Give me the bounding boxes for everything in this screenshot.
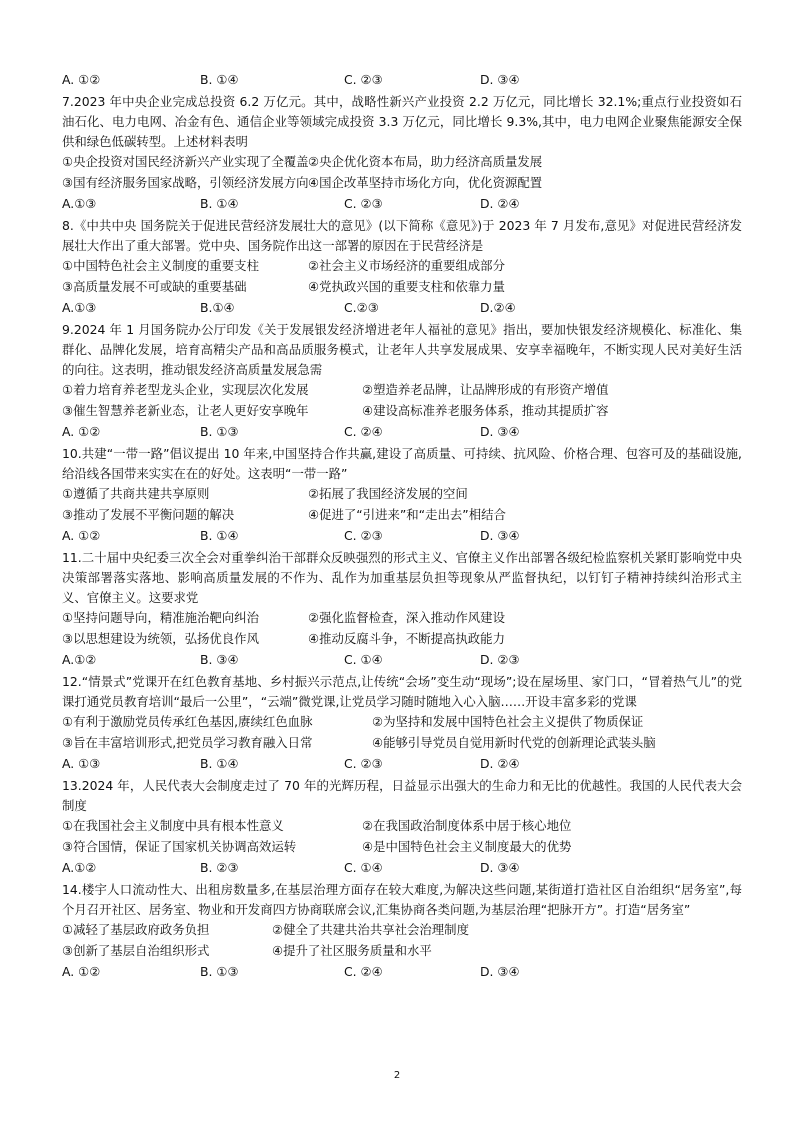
answer-options — [62, 754, 742, 774]
statement-4: ④建设高标准养老服务体系，推动其提质扩容 — [362, 403, 609, 418]
answer-options — [62, 422, 742, 442]
question-stem: 9.2024 年 1 月国务院办公厅印发《关于发展银发经济增进老年人福祉的意见》指出，要加快银发经济规模化、标准化、集群化、品牌化发展，培育高精尖产品和高品质服务模式，让老年人共享发展成果、安享幸福晚年，不断实现人民对美好生活的向往。这表明，推动银发经济高质量发展急需 — [62, 322, 742, 377]
statement-3: ③高质量发展不可或缺的重要基础 — [62, 279, 247, 294]
option-d: D. ③④ — [480, 860, 520, 875]
option-a: A. ①③ — [62, 756, 101, 771]
option-b: B. ①③ — [200, 424, 239, 439]
statement-1: ①中国特色社会主义制度的重要支柱 — [62, 258, 259, 273]
answer-options — [62, 298, 742, 318]
option-b: B. ①③ — [200, 964, 239, 979]
option-c: C. ②③ — [344, 72, 383, 87]
question-12 — [62, 672, 742, 774]
statement-4: ④推动反腐斗争，不断提高执政能力 — [308, 631, 505, 646]
option-a: A. ①② — [62, 424, 101, 439]
question-14 — [62, 880, 742, 982]
question-13 — [62, 776, 742, 878]
question-stem: 12.“情景式”党课开在红色教育基地、乡村振兴示范点,让传统“会场”变生动“现场”;设在屋场里、家门口，“冒着热气儿”的党课打通党员教育培训“最后一公里”，“云端”微党课,让党员学习随时随地入心入脑……开设丰富多彩的党课 — [62, 674, 742, 709]
statement-2: ②为坚持和发展中国特色社会主义提供了物质保证 — [372, 714, 644, 729]
statement-1: ①减轻了基层政府政务负担 — [62, 922, 210, 937]
statement-row — [62, 816, 742, 837]
statement-2: ②在我国政治制度体系中居于核心地位 — [362, 818, 572, 833]
statement-row — [62, 484, 742, 505]
statement-row — [62, 837, 742, 858]
option-d: D. ③④ — [480, 72, 520, 87]
answer-options — [62, 650, 742, 670]
question-stem: 14.楼宇人口流动性大、出租房数量多,在基层治理方面存在较大难度,为解决这些问题,某街道打造社区自治组织“居务室”,每个月召开社区、居务室、物业和开发商四方协商联席会议,汇集协商各类问题,为基层治理“把脉开方”。打造“居务室” — [62, 882, 742, 917]
question-9 — [62, 320, 742, 442]
statement-row — [62, 277, 742, 298]
statement-4: ④是中国特色社会主义制度最大的优势 — [362, 839, 572, 854]
option-b: B. ①④ — [200, 72, 239, 87]
option-c: C. ①④ — [344, 652, 383, 667]
option-c: C. ②③ — [344, 528, 383, 543]
option-c: C.②③ — [344, 300, 379, 315]
statement-3: ③国有经济服务国家战略，引领经济发展方向 — [62, 175, 309, 190]
statement-row — [62, 173, 742, 194]
statement-1: ①有利于激励党员传承红色基因,赓续红色血脉 — [62, 714, 313, 729]
statement-row — [62, 920, 742, 941]
question-stem: 10.共建“一带一路”倡议提出 10 年来,中国坚持合作共赢,建设了高质量、可持续、抗风险、价格合理、包容可及的基础设施,给沿线各国带来实实在在的好处。这表明“一带一路” — [62, 446, 742, 481]
question-7 — [62, 92, 742, 214]
option-d: D. ②④ — [480, 196, 520, 211]
statement-row — [62, 941, 742, 962]
question-8 — [62, 216, 742, 318]
statement-row — [62, 380, 742, 401]
option-c: C. ①④ — [344, 860, 383, 875]
option-b: B. ③④ — [200, 652, 239, 667]
option-c: C. ②④ — [344, 424, 383, 439]
statement-1: ①遵循了共商共建共享原则 — [62, 486, 210, 501]
statement-1: ①着力培育养老型龙头企业，实现层次化发展 — [62, 382, 309, 397]
option-b: B. ①④ — [200, 756, 239, 771]
page-number: 2 — [393, 1070, 401, 1081]
statement-2: ②央企优化资本布局，助力经济高质量发展 — [308, 154, 543, 169]
option-d: D. ②③ — [480, 652, 520, 667]
answer-options — [62, 858, 742, 878]
answer-options — [62, 962, 742, 982]
answer-options — [62, 194, 742, 214]
statement-row — [62, 505, 742, 526]
statement-4: ④促进了“引进来”和“走出去”相结合 — [308, 507, 506, 522]
option-b: B. ①④ — [200, 196, 239, 211]
statement-3: ③催生智慧养老新业态，让老人更好安享晚年 — [62, 403, 309, 418]
answer-options — [62, 526, 742, 546]
statement-2: ②拓展了我国经济发展的空间 — [308, 486, 468, 501]
statement-1: ①在我国社会主义制度中具有根本性意义 — [62, 818, 284, 833]
option-a: A.①② — [62, 652, 97, 667]
option-d: D. ③④ — [480, 528, 520, 543]
option-d: D.②④ — [480, 300, 516, 315]
option-a: A. ①② — [62, 528, 101, 543]
question-stem: 13.2024 年，人民代表大会制度走过了 70 年的光辉历程，日益显示出强大的生命力和无比的优越性。我国的人民代表大会制度 — [62, 778, 742, 813]
question-11 — [62, 548, 742, 670]
statement-3: ③旨在丰富培训形式,把党员学习教育融入日常 — [62, 735, 313, 750]
q6-options — [62, 70, 742, 90]
statement-1: ①坚持问题导向，精准施治靶向纠治 — [62, 610, 259, 625]
statement-2: ②强化监督检查，深入推动作风建设 — [308, 610, 505, 625]
statement-2: ②塑造养老品牌，让品牌形成的有形资产增值 — [362, 382, 609, 397]
statement-3: ③推动了发展不平衡问题的解决 — [62, 507, 235, 522]
question-stem: 8.《中共中央 国务院关于促进民营经济发展壮大的意见》(以下简称《意见》)于 2023 年 7 月发布,意见》对促进民营经济发展壮大作出了重大部署。党中央、国务院作出这一部署的原因在于民营经济是 — [62, 218, 742, 253]
statement-row — [62, 152, 742, 173]
exam-page — [62, 70, 742, 982]
statement-4: ④提升了社区服务质量和水平 — [272, 943, 432, 958]
question-stem: 7.2023 年中央企业完成总投资 6.2 万亿元。其中，战略性新兴产业投资 2.2 万亿元，同比增长 32.1%;重点行业投资如石油石化、电力电网、冶金有色、通信企业等领域完成投资 3.3 万亿元，同比增长 9.3%,其中，电力电网企业聚焦能源安全保供和绿色低碳转型。上述材料表明 — [62, 94, 742, 149]
option-d: D. ③④ — [480, 964, 520, 979]
option-b: B. ②③ — [200, 860, 239, 875]
question-10 — [62, 444, 742, 546]
option-a: A. ①② — [62, 964, 101, 979]
option-a: A.①③ — [62, 300, 97, 315]
statement-row — [62, 712, 742, 733]
statement-row — [62, 629, 742, 650]
statement-3: ③符合国情，保证了国家机关协调高效运转 — [62, 839, 297, 854]
option-a: A.①③ — [62, 196, 97, 211]
option-c: C. ②④ — [344, 964, 383, 979]
option-b: B.①④ — [200, 300, 235, 315]
option-a: A. ①② — [62, 72, 101, 87]
statement-row — [62, 733, 742, 754]
statement-row — [62, 401, 742, 422]
statement-2: ②健全了共建共治共享社会治理制度 — [272, 922, 469, 937]
question-stem: 11.二十届中央纪委三次全会对重拳纠治干部群众反映强烈的形式主义、官僚主义作出部署各级纪检监察机关紧盯影响党中央决策部署落实落地、影响高质量发展的不作为、乱作为加重基层负担等现象从严监督执纪，以钉钉子精神持续纠治形式主义、官僚主义。这要求党 — [62, 550, 742, 605]
statement-3: ③创新了基层自治组织形式 — [62, 943, 210, 958]
option-a: A.①② — [62, 860, 97, 875]
statement-3: ③以思想建设为统领，弘扬优良作风 — [62, 631, 259, 646]
option-c: C. ②③ — [344, 756, 383, 771]
option-d: D. ③④ — [480, 424, 520, 439]
option-b: B. ①④ — [200, 528, 239, 543]
option-c: C. ②③ — [344, 196, 383, 211]
statement-2: ②社会主义市场经济的重要组成部分 — [308, 258, 505, 273]
option-d: D. ②④ — [480, 756, 520, 771]
statement-4: ④国企改革坚持市场化方向，优化资源配置 — [308, 175, 543, 190]
statement-row — [62, 608, 742, 629]
statement-row — [62, 256, 742, 277]
statement-4: ④能够引导党员自觉用新时代党的创新理论武装头脑 — [372, 735, 656, 750]
statement-1: ①央企投资对国民经济新兴产业实现了全覆盖 — [62, 154, 309, 169]
statement-4: ④党执政兴国的重要支柱和依靠力量 — [308, 279, 505, 294]
